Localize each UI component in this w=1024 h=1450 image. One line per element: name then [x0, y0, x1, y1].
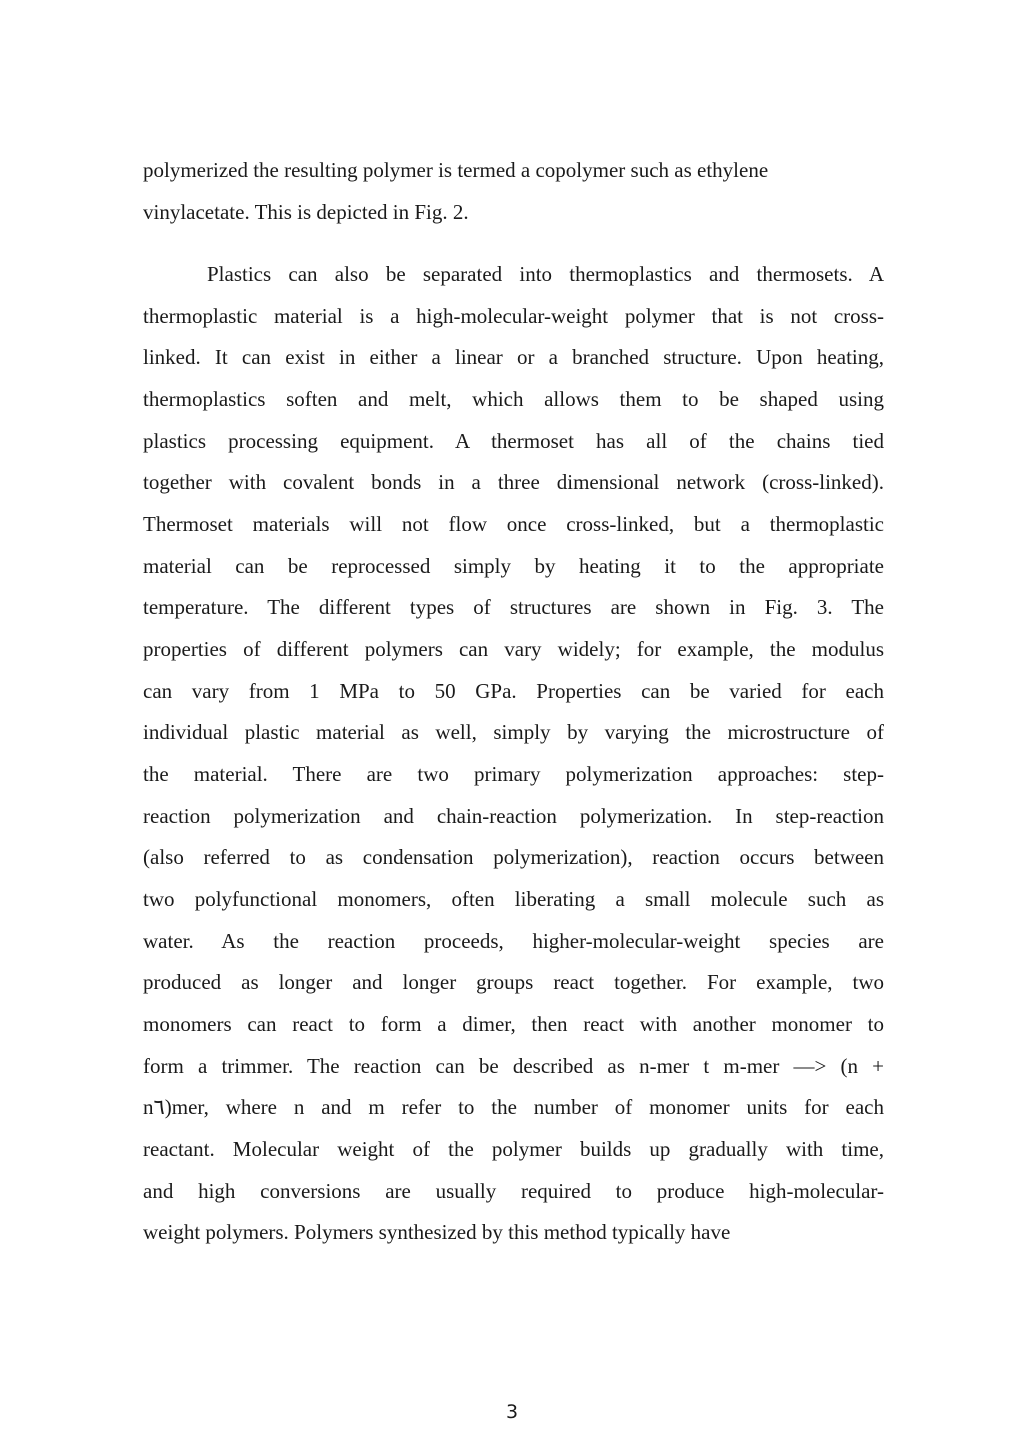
- text-line: reaction polymerization and chain-reaction polymerization. In step-reaction: [143, 804, 884, 828]
- text-line: thermoplastic material is a high-molecular-weight polymer that is not cross-: [143, 304, 884, 328]
- text-line: linked. It can exist in either a linear or a branched structure. Upon heating,: [143, 345, 884, 369]
- text-line: vinylacetate. This is depicted in Fig. 2.: [143, 200, 469, 224]
- text-line: monomers can react to form a dimer, then react with another monomer to: [143, 1012, 884, 1036]
- text-line: n٦)mer, where n and m refer to the number of monomer units for each: [143, 1095, 884, 1119]
- page-number: 3: [505, 1401, 519, 1423]
- text-line: weight polymers. Polymers synthesized by this method typically have: [143, 1220, 731, 1244]
- text-line: material can be reprocessed simply by heating it to the appropriate: [143, 554, 884, 578]
- text-line: individual plastic material as well, simply by varying the microstructure of: [143, 720, 884, 744]
- text-line: form a trimmer. The reaction can be described as n-mer t m-mer —> (n +: [143, 1054, 884, 1078]
- text-line: thermoplastics soften and melt, which allows them to be shaped using: [143, 387, 884, 411]
- text-line: properties of different polymers can vary widely; for example, the modulus: [143, 637, 884, 661]
- text-line: Thermoset materials will not flow once cross-linked, but a thermoplastic: [143, 512, 884, 536]
- text-line: two polyfunctional monomers, often liberating a small molecule such as: [143, 887, 884, 911]
- text-line: reactant. Molecular weight of the polymer builds up gradually with time,: [143, 1137, 884, 1161]
- text-line: water. As the reaction proceeds, higher-molecular-weight species are: [143, 929, 884, 953]
- text-line: (also referred to as condensation polymerization), reaction occurs between: [143, 845, 884, 869]
- text-line: and high conversions are usually required to produce high-molecular-: [143, 1179, 884, 1203]
- text-line: together with covalent bonds in a three dimensional network (cross-linked).: [143, 470, 884, 494]
- text-line: Plastics can also be separated into thermoplastics and thermosets. A: [207, 262, 884, 286]
- text-line: plastics processing equipment. A thermoset has all of the chains tied: [143, 429, 884, 453]
- text-line: produced as longer and longer groups react together. For example, two: [143, 970, 884, 994]
- text-line: the material. There are two primary polymerization approaches: step-: [143, 762, 884, 786]
- text-line: can vary from 1 MPa to 50 GPa. Properties can be varied for each: [143, 679, 884, 703]
- text-line: temperature. The different types of structures are shown in Fig. 3. The: [143, 595, 884, 619]
- text-line: polymerized the resulting polymer is termed a copolymer such as ethylene: [143, 158, 769, 182]
